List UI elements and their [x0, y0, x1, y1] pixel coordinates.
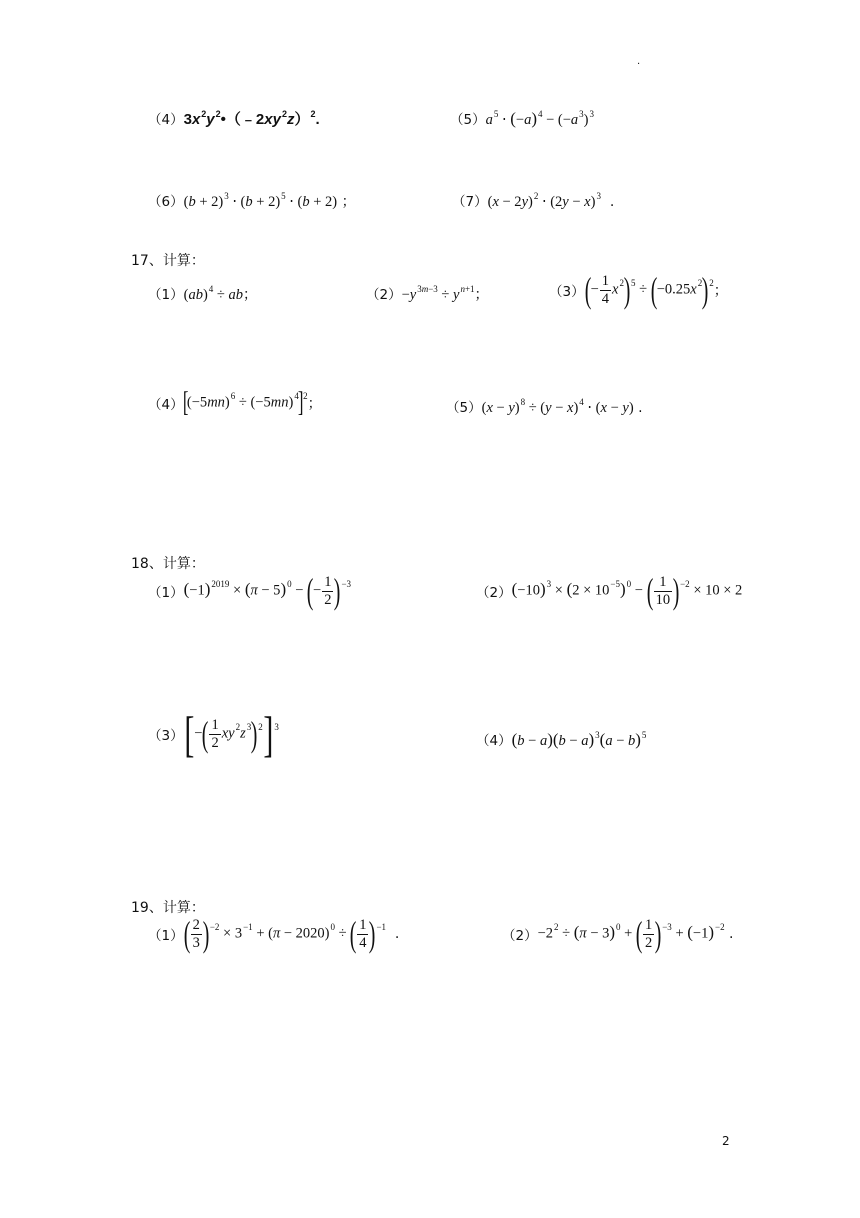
- q16-part5-expression: $a^5 \cdot (-a)^4 - (-a^3)^3$: [485, 109, 595, 128]
- q18-part2-label: （2）: [476, 585, 512, 601]
- q17-part2: $(2)-y^{3m-3} \div y^{n+1}$；: [366, 284, 489, 303]
- q18-part3: [148, 706, 279, 762]
- q16-part7-expression: $(x - 2y)^2 \cdot (2y - x)^3$: [487, 191, 601, 210]
- q19-heading: 19、计算：: [131, 900, 205, 916]
- q17-part4-label: （4）: [148, 397, 184, 413]
- q19-part2-label: （2）: [502, 928, 538, 944]
- q16-part6-label: （6）: [148, 194, 184, 210]
- q17-part3-expression: (− $\frac{1}{4}$ $x^2)^5 \div (-0.25x^2)^2$: [584, 270, 714, 310]
- q18-part2-expression: $(-10)^3 \times (2 \times 10^{-5})^0$ − ( $\frac{1}{10}$ )$^{-2}$ × 10 × 2: [511, 571, 743, 611]
- q18-part1-expression: $(-1)^{2019} \times (\pi - 5)^0$ − (− $\frac{1}{2}$ )$^{-3}$: [183, 571, 352, 611]
- q16-part4-label: （4）: [148, 112, 184, 128]
- q18-part4-label: （4）: [476, 733, 512, 749]
- q18-part1: [148, 573, 351, 609]
- q16-part5: [450, 108, 594, 129]
- q18-part1-label: （1）: [148, 585, 184, 601]
- q18-part4-expression: $(b - a)(b - a)^3(a - b)^5$: [511, 730, 647, 749]
- header-dot: .: [637, 56, 641, 67]
- q18-heading: 18、计算：: [131, 556, 205, 572]
- q17-part5-expression: $(x - y)^8 \div (y - x)^4 \cdot (x - y)$: [481, 397, 634, 416]
- q17-part5-label: （5）: [446, 400, 482, 416]
- q18-part3-label: （3）: [148, 728, 184, 744]
- q16-part5-label: （5）: [450, 112, 486, 128]
- q17-part3-label: （3）: [549, 284, 585, 300]
- q17-part1-expression: (ab)$^4$ ÷ ab: [183, 284, 243, 303]
- q17-part4-expression: $[(-5mn)^6 \div (-5mn)^4]^2$: [182, 387, 308, 418]
- q17-part5: $(5)(x - y)^8 \div (y - x)^4 \cdot (x - y)$ .: [446, 397, 643, 416]
- q16-part7: $(7)(x - 2y)^2 \cdot (2y - x)^3$ .: [452, 191, 615, 210]
- q19-part2-expression: $-2^2 \div (\pi - 3)^0$ + ( $\frac{1}{2}$ )$^{-3} + (-1)^{-2}$: [537, 914, 725, 954]
- q19-part1-label: （1）: [148, 928, 184, 944]
- q16-part6: $(6)(b + 2)^3 \cdot (b + 2)^5 \cdot (b + 2)$ ；: [148, 191, 356, 210]
- q18-part2: [476, 573, 742, 609]
- q19-part1: （1）( $\frac{2}{3}$ )$^{-2} \times 3^{-1} + (\pi - 2020)^0$ ÷ ( $\frac{1}{4}$ )$^{-1}$ .: [148, 914, 400, 954]
- q16-part7-label: （7）: [452, 194, 488, 210]
- q16-part6-expression: $(b + 2)^3 \cdot (b + 2)^5 \cdot (b + 2)$: [183, 191, 338, 210]
- page-number: 2: [722, 1134, 730, 1148]
- q17-part1-label: （1）: [148, 287, 184, 303]
- q18-part4: [476, 729, 646, 750]
- q17-part3: （3）(− $\frac{1}{4}$ $x^2)^5 \div (-0.25x^2)^2$；: [549, 270, 728, 310]
- q16-part4: [148, 108, 320, 129]
- q17-part2-label: （2）: [366, 287, 402, 303]
- q17-part1: （1）(ab)$^4$ ÷ ab；: [148, 284, 257, 303]
- q19-part1-expression: ( $\frac{2}{3}$ )$^{-2} \times 3^{-1} + (\pi - 2020)^0$ ÷ ( $\frac{1}{4}$ )$^{-1}$: [183, 914, 387, 954]
- q16-part4-expression: $3x^2y^2•(﹣2xy^2z)^2$.: [183, 109, 320, 128]
- q17-part2-expression: $-y^{3m-3} \div y^{n+1}$: [401, 284, 475, 303]
- q17-part4: $(4)[(-5mn)^6 \div (-5mn)^4]^2$；: [148, 387, 322, 418]
- q18-part3-expression: [−( $\frac{1}{2}$ $xy^2z^3)^2]^3$: [183, 706, 279, 762]
- q17-heading: 17、计算：: [131, 253, 205, 269]
- q19-part2: $(2)-2^2 \div (\pi - 3)^0$ + ( $\frac{1}{2}$ )$^{-3} + (-1)^{-2}$ .: [502, 914, 734, 954]
